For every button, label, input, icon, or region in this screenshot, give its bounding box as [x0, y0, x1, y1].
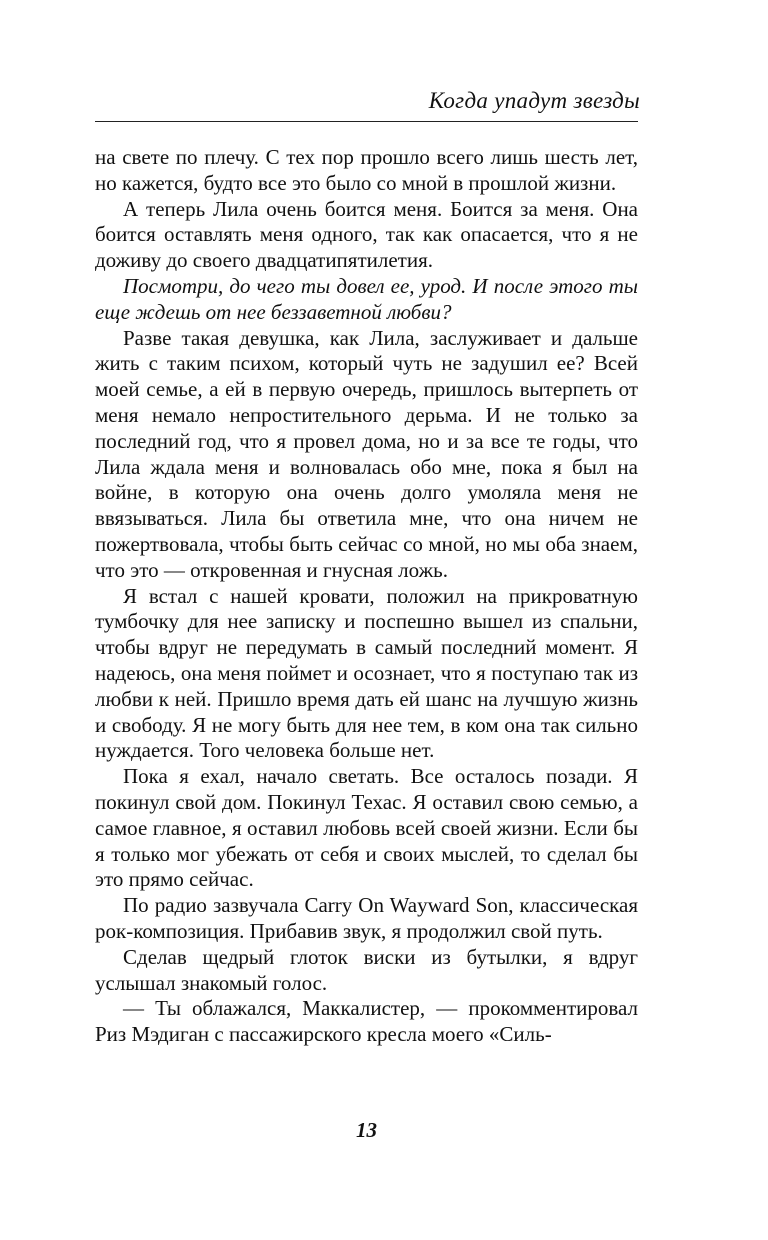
body-text	[95, 145, 638, 1048]
paragraph-4: Разве такая девушка, как Лила, заслуживает и дальше жить с таким психом, который чуть не задушил ее? Всей моей семье, а ей в первую очередь, пришлось вытерпеть от меня немало непростительного дерьма. И не только за последний год, что я провел дома, но и за все те годы, что Лила ждала меня и волновалась обо мне, пока я был на войне, в которую она очень долго умоляла меня не ввязываться. Лила бы ответила мне, что она ничем не пожертвовала, чтобы быть сейчас со мной, но мы оба знаем, что это — откровенная и гнусная ложь.	[95, 325, 638, 582]
running-head: Когда упадут звезды	[428, 88, 640, 113]
paragraph-9: — Ты облажался, Маккалистер, — прокомментировал Риз Мэдиган с пассажирского кресла моего «Силь-	[95, 996, 638, 1047]
paragraph-1: на свете по плечу. С тех пор прошло всего лишь шесть лет, но кажется, будто все это было со мной в прошлой жизни.	[95, 145, 638, 195]
header-rule	[95, 121, 638, 122]
paragraph-2: А теперь Лила очень боится меня. Боится за меня. Она боится оставлять меня одного, так как опасается, что я не доживу до своего двадцатипятилетия.	[95, 196, 638, 273]
paragraph-5: Я встал с нашей кровати, положил на прикроватную тумбочку для нее записку и поспешно вышел из спальни, чтобы вдруг не передумать в самый последний момент. Я надеюсь, она меня поймет и осознает, что я поступаю так из любви к ней. Пришло время дать ей шанс на лучшую жизнь и свободу. Я не могу быть для нее тем, в ком она так сильно нуждается. Того человека больше нет.	[95, 583, 638, 763]
paragraph-6: Пока я ехал, начало светать. Все осталось позади. Я покинул свой дом. Покинул Техас. Я оставил свою семью, а самое главное, я оставил любовь всей своей жизни. Если бы я только мог убежать от себя и своих мыслей, то сделал бы это прямо сейчас.	[95, 764, 638, 892]
paragraph-8: Сделав щедрый глоток виски из бутылки, я вдруг услышал знакомый голос.	[95, 944, 638, 995]
paragraph-7: По радио зазвучала Carry On Wayward Son, классическая рок-композиция. Прибавив звук, я продолжил свой путь.	[95, 893, 638, 943]
paragraph-3-inner-voice: Посмотри, до чего ты довел ее, урод. И после этого ты еще ждешь от нее беззаветной любви?	[95, 273, 638, 324]
page-number: 13	[356, 1118, 377, 1142]
